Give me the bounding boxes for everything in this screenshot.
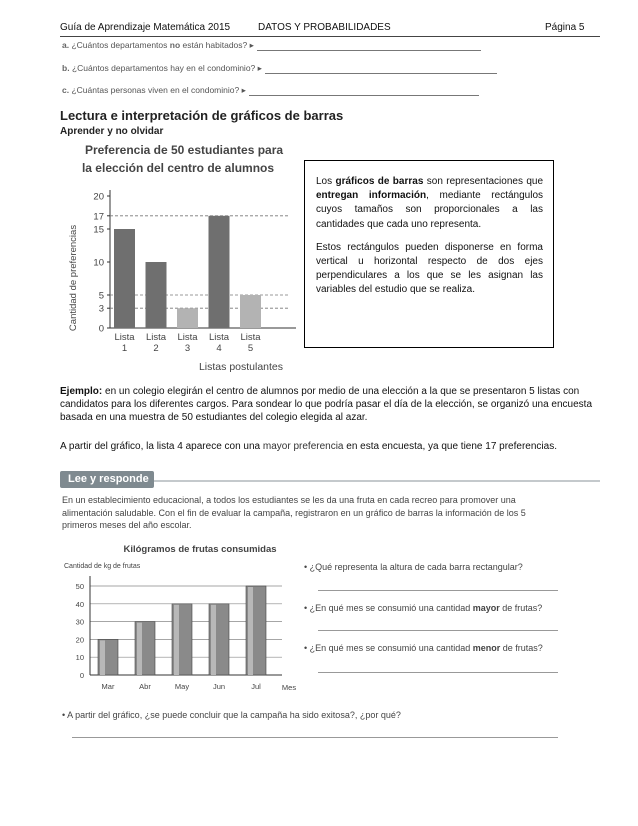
chart1-category-label: 4 [216,343,222,354]
answer-line-2[interactable] [318,630,558,631]
chart1-ytick-label: 3 [98,303,104,315]
definition-paragraph-1: Los gráficos de barras son representaciones que entregan información, mediante rectángulos cuyos tamaños son proporcionales a las cantidades que cada uno representa. [316,176,544,230]
chart1-title-line1: Preferencia de 50 estudiantes para [84,143,284,157]
chart1-bar [177,308,198,328]
header-rule [60,36,600,37]
fruit-bar-chart [60,540,310,710]
chart1-category-label: Lista [114,332,135,343]
chart1-category-label: 5 [247,343,254,354]
chart2-xlabel: Mes [281,683,297,692]
question-max-month: • ¿En qué mes se consumió una cantidad mayor de frutas? [304,603,543,613]
definition-paragraph-2: Estos rectángulos pueden disponerse en forma vertical u horizontal respecto de dos ejes perpendiculares a los que se les asignan las variables del estudio que se realiza. [316,241,543,296]
chart2-category-label: Jun [212,682,226,691]
example-conclusion: A partir del gráfico, la lista 4 aparece con una mayor preferencia en esta encuesta, ya que tiene 17 preferencias. [60,441,557,452]
chart2-ytick-label: 30 [75,617,84,627]
chart2-bar-highlight [248,587,253,675]
example-paragraph: Ejemplo: en un colegio elegirán el centro de alumnos por medio de una elección a la que se presentaron 5 listas con candidatos para los diferentes cargos. Para sondear lo que podría pasar el día de la elección, se organizó una encuesta basada en una muestra de 50 estudiantes del colegio elegida al azar. [60,386,593,423]
header-left: Guía de Aprendizaje Matemática 2015 [60,22,231,33]
chart1-category-label: Lista [240,332,261,343]
answer-line-1[interactable] [318,590,558,591]
question-c: c. ¿Cuántas personas viven en el condominio? ▸ [62,85,479,96]
chart2-ytick-label: 10 [75,653,84,663]
lee-paragraph: En un establecimiento educacional, a todos los estudiantes se les da una fruta en cada recreo para promover una alimentación saludable. Con el fin de evaluar la campaña, registraron en un gráfico de barras la información de los 5 primeros meses del año escolar. [62,495,526,530]
chart1-category-label: 1 [121,343,128,354]
chart2-ytick-label: 40 [75,599,84,609]
answer-line-3[interactable] [318,672,558,673]
chart2-category-label: Mar [101,682,115,691]
chart2-ytick-label: 50 [75,582,84,591]
chart2-bar-highlight [137,623,142,675]
chart2-category-label: May [174,682,190,691]
chart1-ytick-label: 15 [93,224,104,236]
chart1-bar [240,295,261,328]
answer-line-4[interactable] [72,737,558,738]
chart2-title: Kilógramos de frutas consumidas [123,544,277,555]
chart1-ytick-label: 20 [93,191,104,203]
question-campaign: • A partir del gráfico, ¿se puede concluir que la campaña ha sido exitosa?, ¿por qué? [62,710,401,720]
preference-bar-chart [66,138,296,378]
chart1-bar [209,216,230,328]
chart2-ytick-label: 0 [79,671,84,680]
chart2-ytick-label: 20 [75,635,84,645]
lee-y-responde-badge: Lee y responde [60,471,154,488]
chart2-category-label: Jul [251,682,261,691]
definition-box [304,160,554,348]
chart1-ytick-label: 17 [93,211,104,223]
chart1-title-line2: la elección del centro de alumnos [81,161,275,175]
chart2-category-label: Abr [139,682,151,691]
chart1-ylabel: Cantidad de preferencias [68,224,79,332]
chart1-category-label: Lista [145,332,167,343]
chart2-bar-highlight [211,605,216,675]
header-right: Página 5 [545,22,585,33]
chart2-ylabel: Cantidad de kg de frutas [64,563,141,570]
question-a: a. ¿Cuántos departamentos no están habitados? ▸ [62,40,481,51]
section-title: Lectura e interpretación de gráficos de barras [60,108,344,123]
chart1-category-label: Lista [208,332,230,343]
chart1-bar [146,262,167,328]
question-b: b. ¿Cuántos departamentos hay en el condominio? ▸ [62,63,497,74]
example-label: Ejemplo: [60,386,103,397]
chart1-category-label: Lista [177,332,198,343]
question-bar-height: • ¿Qué representa la altura de cada barra rectangular? [304,562,523,572]
chart1-bar [114,229,135,328]
chart1-category-label: 2 [153,343,159,354]
chart1-ytick-label: 5 [98,290,104,302]
chart2-bar-highlight [174,605,179,675]
lee-divider [154,480,600,482]
chart1-category-label: 3 [184,343,191,354]
chart1-ytick-label: 0 [98,323,104,335]
chart1-xlabel: Listas postulantes [198,361,284,373]
chart2-bar-highlight [100,640,105,675]
header-center: DATOS Y PROBABILIDADES [258,22,391,33]
chart1-ytick-label: 10 [93,257,104,269]
section-subtitle: Aprender y no olvidar [60,126,164,137]
question-min-month: • ¿En qué mes se consumió una cantidad menor de frutas? [304,643,543,653]
